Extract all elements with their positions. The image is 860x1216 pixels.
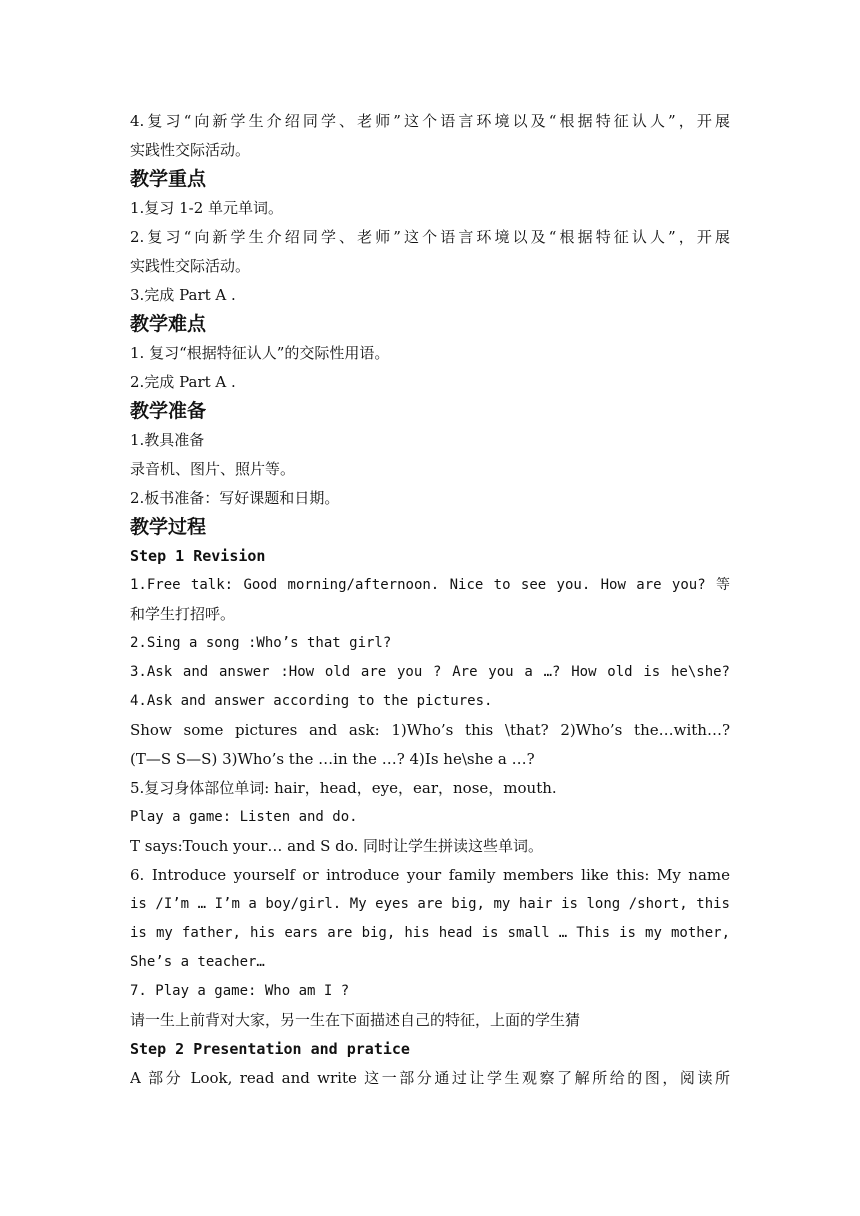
text-line: 实践性交际活动。 <box>130 257 251 275</box>
text-line: Play a game: Listen and do. <box>130 809 358 825</box>
text-line: 2.Sing a song :Who’s that girl? <box>130 635 392 651</box>
text-line: 录音机、图片、照片等。 <box>130 460 296 478</box>
text-line: She’s a teacher… <box>130 954 265 970</box>
text-line: 7. Play a game: Who am I ? <box>130 983 350 999</box>
text-line: 3.Ask and answer :How old are you ? Are you a …? How old is he\she? <box>130 664 730 680</box>
section-heading: 教学过程 <box>130 516 207 538</box>
text-line: 2.完成 Part A . <box>130 373 236 391</box>
text-line: 4.复习“向新学生介绍同学、老师”这个语言环境以及“根据特征认人”，开展 <box>130 112 730 130</box>
text-line: 2.板书准备：写好课题和日期。 <box>130 489 340 507</box>
text-line: 2.复习“向新学生介绍同学、老师”这个语言环境以及“根据特征认人”，开展 <box>130 228 730 246</box>
text-line: T says:Touch your… and S do. 同时让学生拼读这些单词。 <box>130 837 544 855</box>
text-line: A 部分 Look, read and write 这一部分通过让学生观察了解所给的图，阅读所 <box>130 1069 730 1087</box>
text-line: is /I’m … I’m a boy/girl. My eyes are big, my hair is long /short, this <box>130 896 730 912</box>
text-line: 和学生打招呼。 <box>130 605 236 623</box>
text-line: 请一生上前背对大家，另一生在下面描述自己的特征，上面的学生猜 <box>130 1011 581 1029</box>
section-heading: 教学准备 <box>130 400 207 422</box>
text-line: (T—S S—S) 3)Who’s the …in the …? 4)Is he\she a …? <box>130 750 535 768</box>
text-line: 实践性交际活动。 <box>130 141 251 159</box>
text-line: 1.Free talk: Good morning/afternoon. Nice to see you. How are you? 等 <box>130 577 730 593</box>
text-line: 6. Introduce yourself or introduce your family members like this: My name <box>130 866 730 884</box>
text-line: 3.完成 Part A . <box>130 286 236 304</box>
text-line: 4.Ask and answer according to the pictures. <box>130 693 493 709</box>
text-line: 1. 复习“根据特征认人”的交际性用语。 <box>130 344 390 362</box>
text-line: 1.复习 1-2 单元单词。 <box>130 199 284 217</box>
step-heading: Step 2 Presentation and pratice <box>130 1040 410 1058</box>
section-heading: 教学难点 <box>130 313 207 335</box>
text-line: 5.复习身体部位单词: hair，head，eye，ear，nose，mouth. <box>130 779 557 797</box>
section-heading: 教学重点 <box>130 168 207 190</box>
step-heading: Step 1 Revision <box>130 547 266 565</box>
text-line: Show some pictures and ask: 1)Who’s this \that? 2)Who’s the…with…? <box>130 721 730 739</box>
text-line: 1.教具准备 <box>130 431 205 449</box>
document-page <box>130 107 730 1093</box>
text-line: is my father, his ears are big, his head is small … This is my mother, <box>130 925 730 941</box>
